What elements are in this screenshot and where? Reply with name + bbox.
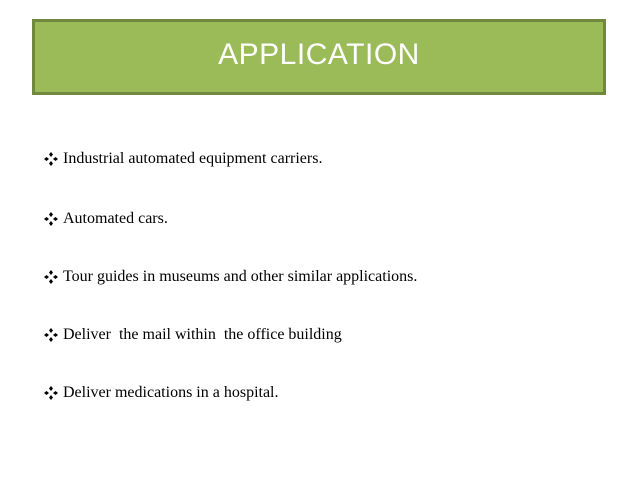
four-diamond-bullet-icon: [44, 270, 58, 284]
slide-title: APPLICATION: [218, 38, 420, 71]
bullet-text: Tour guides in museums and other similar applications.: [63, 268, 418, 285]
bullet-text: Deliver the mail within the office building: [63, 326, 342, 343]
list-item: [44, 210, 168, 228]
list-item: [44, 268, 417, 286]
bullet-text: Industrial automated equipment carriers.: [63, 150, 323, 167]
four-diamond-bullet-icon: [44, 152, 58, 166]
four-diamond-bullet-icon: [44, 212, 58, 226]
four-diamond-bullet-icon: [44, 328, 58, 342]
bullet-text: Automated cars.: [63, 210, 168, 227]
bullet-text: Deliver medications in a hospital.: [63, 384, 279, 401]
list-item: [44, 326, 342, 344]
list-item: [44, 150, 322, 168]
list-item: [44, 384, 279, 402]
four-diamond-bullet-icon: [44, 386, 58, 400]
title-banner: [32, 19, 606, 95]
